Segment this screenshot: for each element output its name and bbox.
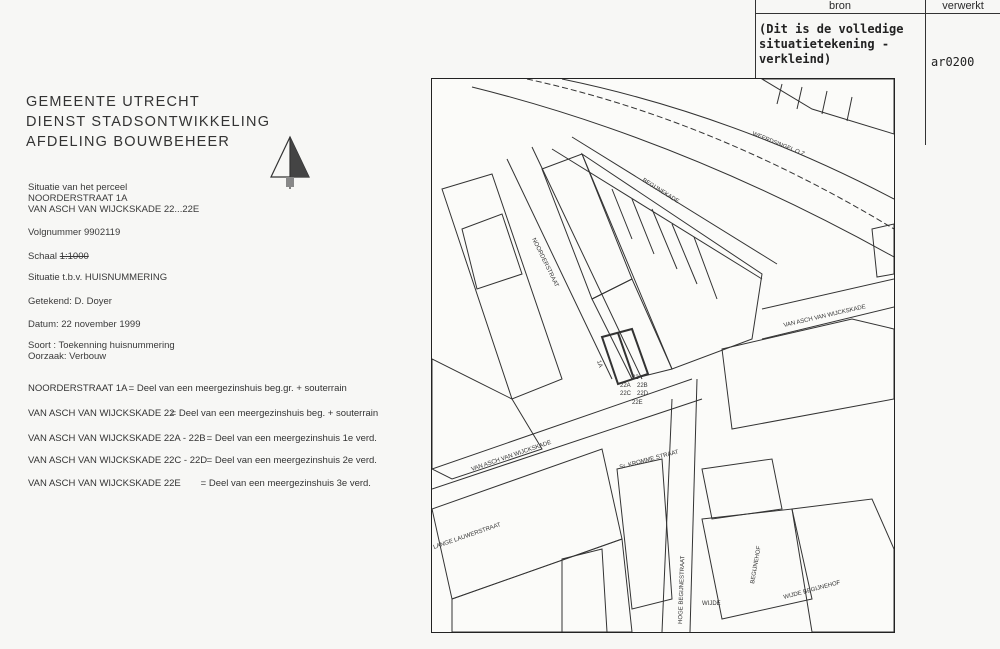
volgnummer: Volgnummer 9902119 bbox=[28, 227, 121, 238]
stamp-verwerkt-header: verwerkt bbox=[942, 0, 984, 12]
parcel-line bbox=[612, 189, 717, 299]
number-label: 22D bbox=[637, 391, 649, 397]
building-block bbox=[582, 154, 762, 369]
description-text: = Deel van een meergezinshuis 2e verd. bbox=[206, 455, 377, 466]
stamp-bron-header: bron bbox=[828, 0, 852, 12]
description-text: = Deel van een meergezinshuis beg. + souterrain bbox=[170, 408, 379, 419]
building-block bbox=[702, 459, 782, 519]
stamp-column-rule bbox=[925, 0, 926, 145]
situatie-address: VAN ASCH VAN WIJCKSKADE 22...22E bbox=[28, 204, 200, 215]
street-label-begijnestraat: HOGE BEGIJNESTRAAT bbox=[678, 555, 687, 625]
number-label: 22C bbox=[620, 391, 632, 397]
description-row bbox=[28, 455, 377, 466]
plot-label-1a: 1A bbox=[595, 359, 604, 369]
stamp-note-line: situatietekening - bbox=[759, 37, 890, 51]
street-line bbox=[762, 279, 894, 309]
number-label: 22 bbox=[632, 375, 639, 381]
building-block bbox=[722, 319, 894, 429]
highlighted-plot bbox=[602, 329, 648, 384]
building-block bbox=[432, 449, 622, 599]
street-line bbox=[662, 399, 672, 632]
building-block bbox=[762, 79, 894, 134]
street-label-vanasch-left: VAN ASCH VAN WIJCKSKADE bbox=[470, 439, 553, 473]
description-address: VAN ASCH VAN WIJCKSKADE 22 bbox=[28, 408, 175, 419]
number-label: 22E bbox=[632, 400, 643, 406]
description-address: NOORDERSTRAAT 1A bbox=[28, 383, 128, 394]
street-label-weerdsingel: WEERDSINGEL O.Z. bbox=[751, 131, 807, 159]
description-row bbox=[28, 383, 347, 394]
street-label-begijnekade: BEGIJNEKADE bbox=[640, 177, 680, 205]
situatie-block bbox=[28, 182, 199, 215]
stamp-header-rule bbox=[755, 13, 1000, 14]
street-label-noorderstraat: NOORDERSTRAAT bbox=[530, 237, 560, 289]
header-line: GEMEENTE UTRECHT bbox=[26, 94, 200, 110]
situatie-tbv: Situatie t.b.v. HUISNUMMERING bbox=[28, 272, 168, 283]
description-address: VAN ASCH VAN WIJCKSKADE 22A - 22B bbox=[28, 433, 206, 444]
canal-edge bbox=[472, 87, 894, 257]
street-label-vanasch-right: VAN ASCH VAN WIJCKSKADE bbox=[783, 304, 867, 329]
number-label: 22B bbox=[637, 383, 648, 389]
datum: Datum: 22 november 1999 bbox=[28, 319, 141, 330]
street-label-begijnehof: BEGIJNEHOF bbox=[750, 545, 763, 585]
schaal-value: 1:1000 bbox=[59, 251, 89, 262]
street-label-wijde: WIJDE bbox=[702, 601, 721, 607]
building-block bbox=[442, 174, 562, 399]
description-row bbox=[28, 433, 377, 444]
soort: Soort : Toekenning huisnummering bbox=[28, 340, 175, 351]
description-text: = Deel van een meergezinshuis beg.gr. + souterrain bbox=[128, 383, 347, 394]
stamp-note-line: verkleind) bbox=[759, 52, 832, 66]
description-row bbox=[28, 478, 371, 489]
description-text: = Deel van een meergezinshuis 1e verd. bbox=[206, 433, 377, 444]
description-row bbox=[28, 408, 378, 419]
stamp-note bbox=[759, 22, 925, 67]
header-line: AFDELING BOUWBEHEER bbox=[26, 134, 231, 150]
description-address: VAN ASCH VAN WIJCKSKADE 22E bbox=[28, 478, 181, 489]
street-line bbox=[432, 399, 702, 489]
situatie-label: Situatie van het perceel bbox=[28, 182, 128, 193]
canal-edge bbox=[562, 79, 894, 199]
building-block bbox=[462, 214, 522, 289]
building-block bbox=[562, 549, 607, 632]
situation-map bbox=[431, 78, 895, 633]
north-arrow-icon bbox=[268, 135, 312, 191]
oorzaak: Oorzaak: Verbouw bbox=[28, 351, 107, 362]
street-label-kromme: Sr. KROMME STRAAT bbox=[618, 449, 680, 471]
description-address: VAN ASCH VAN WIJCKSKADE 22C - 22D bbox=[28, 455, 208, 466]
street-line bbox=[690, 379, 697, 632]
department-header bbox=[26, 92, 270, 152]
situatie-address: NOORDERSTRAAT 1A bbox=[28, 193, 128, 204]
header-line: DIENST STADSONTWIKKELING bbox=[26, 114, 271, 130]
archive-code: ar0200 bbox=[931, 55, 975, 69]
parcel-line bbox=[777, 84, 852, 121]
building-block bbox=[452, 539, 632, 632]
getekend: Getekend: D. Doyer bbox=[28, 296, 112, 307]
number-label: 22A bbox=[620, 383, 631, 389]
street-label-lange-lauwerstraat: LANGE LAUWERSTRAAT bbox=[432, 522, 502, 551]
building-block bbox=[792, 499, 894, 632]
description-text: = Deel van een meergezinshuis 3e verd. bbox=[200, 478, 371, 489]
street-line bbox=[507, 159, 612, 379]
schaal-label: Schaal bbox=[28, 251, 58, 262]
stamp-left-rule bbox=[755, 0, 756, 86]
soort-block bbox=[28, 340, 175, 362]
schaal bbox=[28, 251, 89, 262]
street-line bbox=[552, 149, 762, 279]
stamp-note-line: (Dit is de volledige bbox=[759, 22, 904, 36]
map-drawing bbox=[432, 79, 894, 632]
street-label-wijde-begijnehof: WIJDE BEGIJNEHOF bbox=[782, 579, 842, 601]
